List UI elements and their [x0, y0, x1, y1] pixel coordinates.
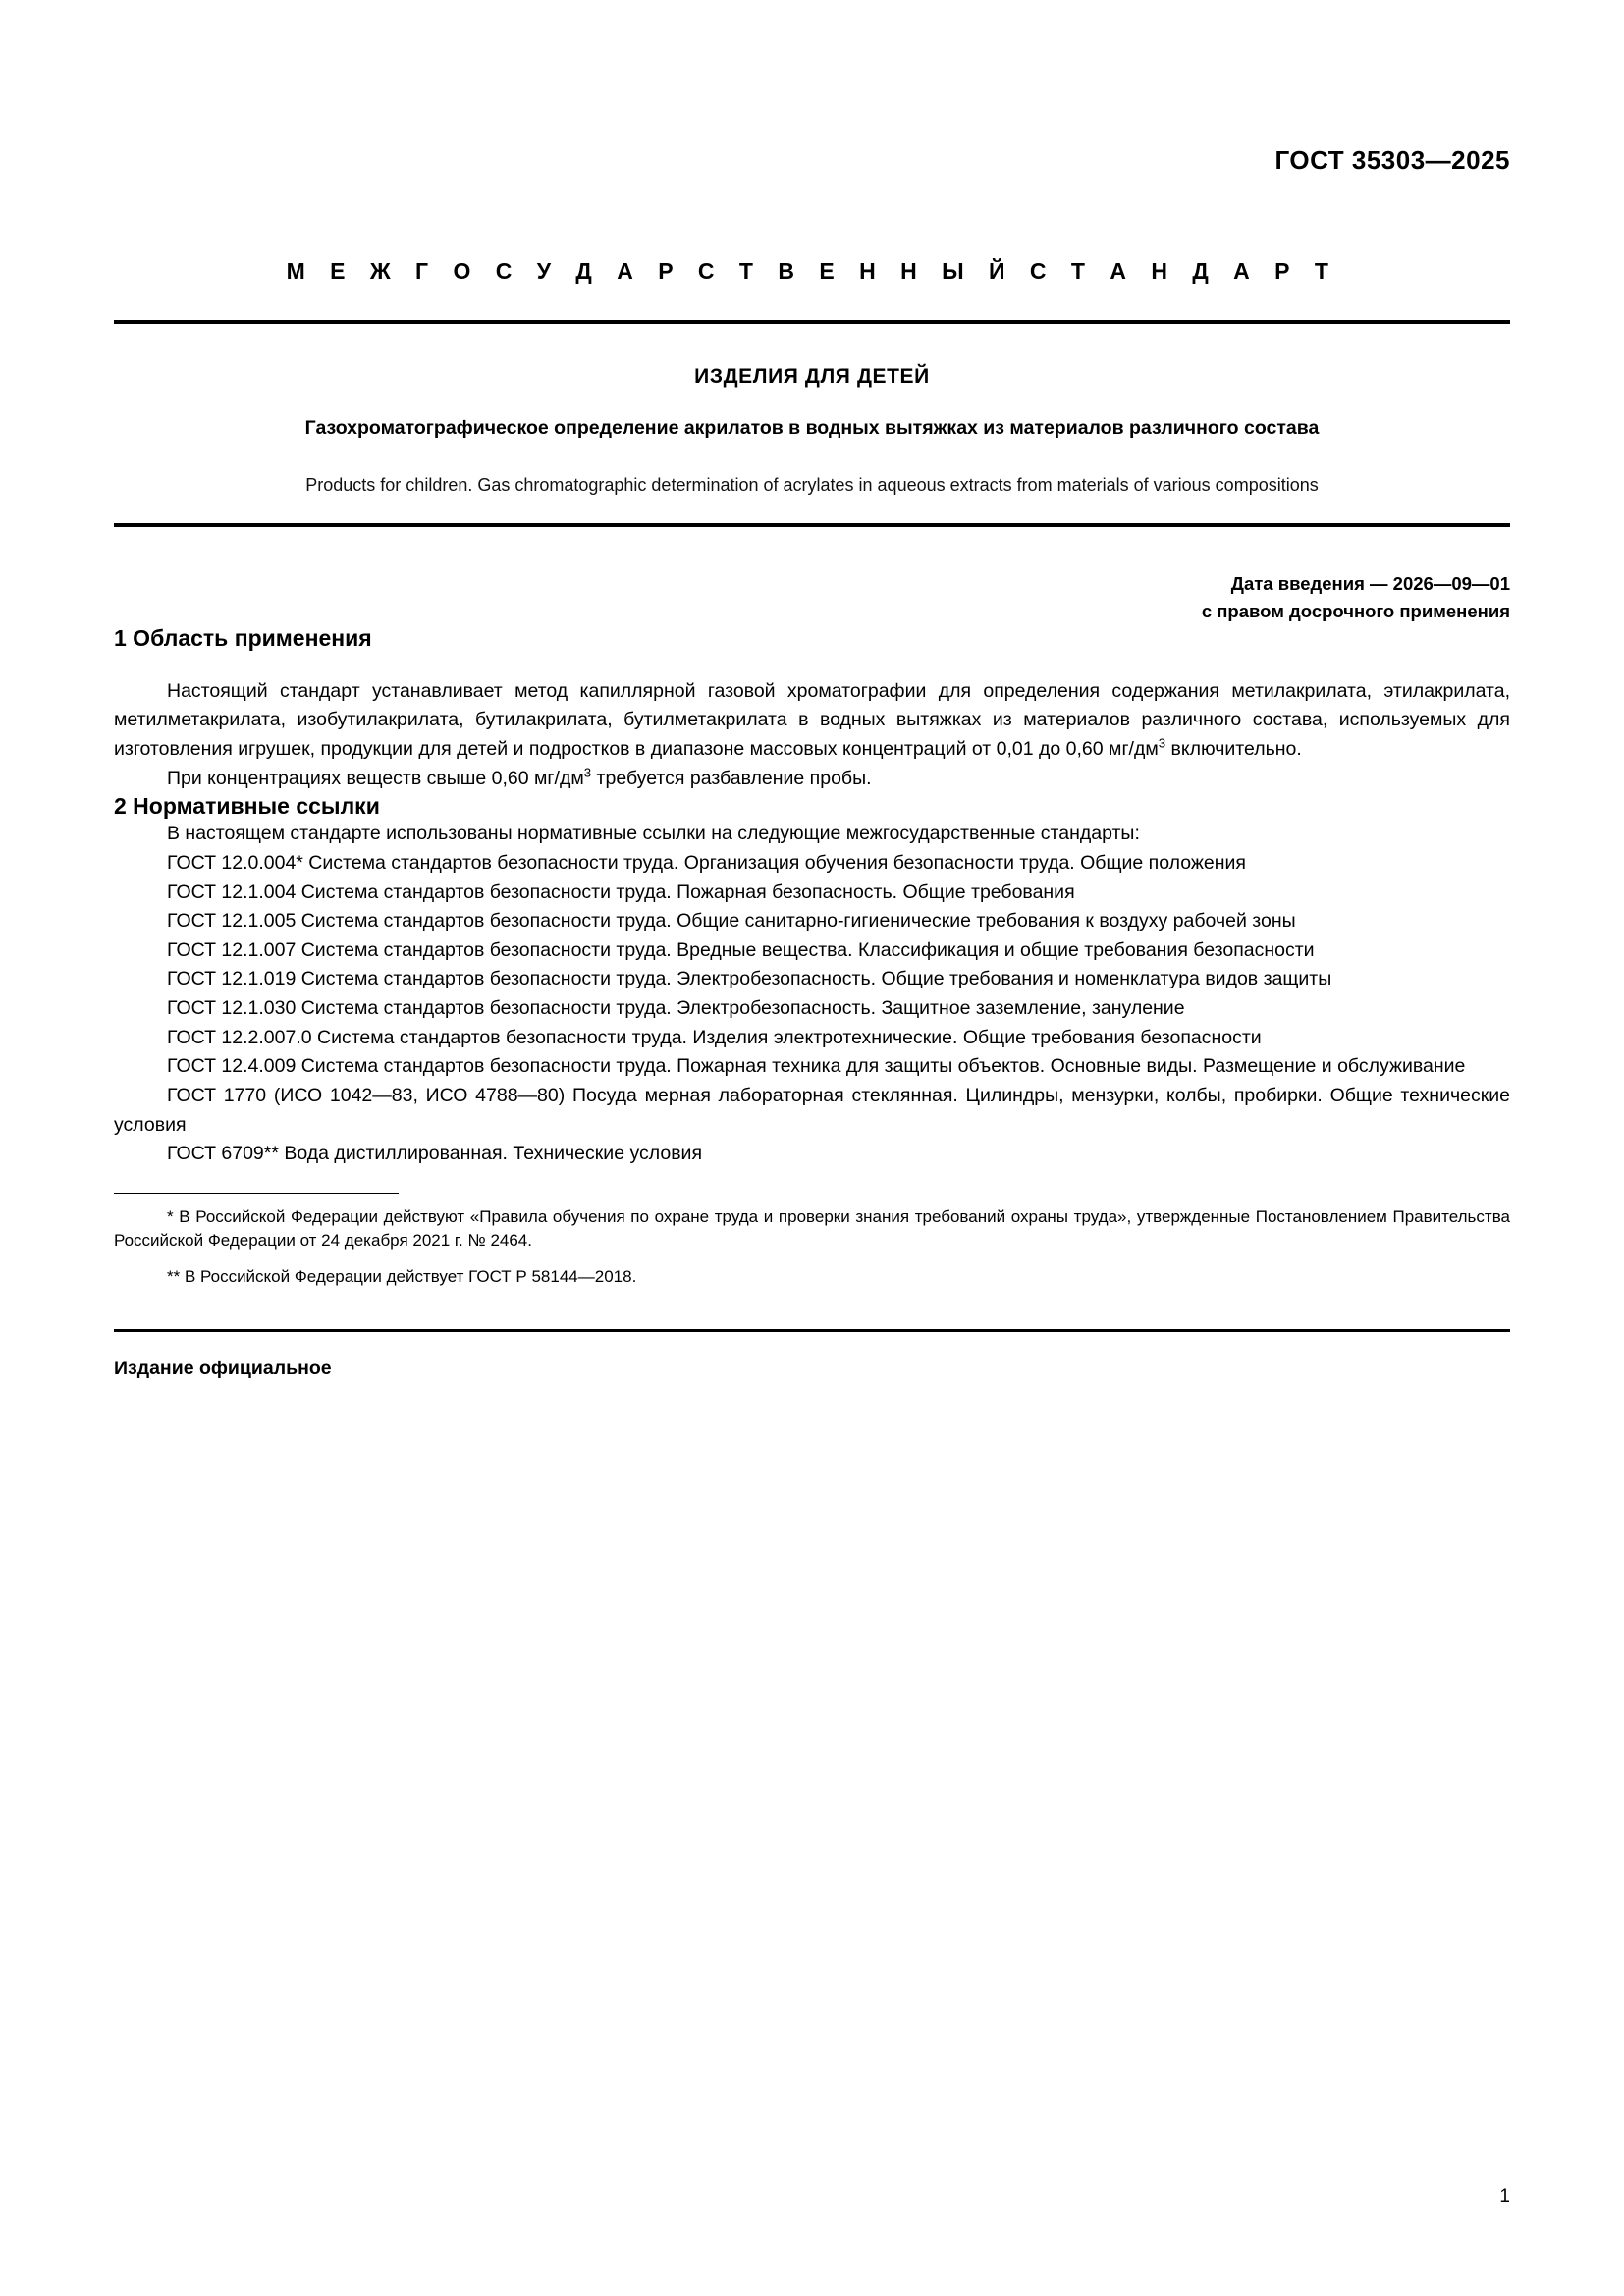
divider-top	[114, 320, 1510, 324]
divider-below-title	[114, 523, 1510, 527]
page-number: 1	[1499, 2186, 1510, 2207]
section-1-paragraph-2-sup: 3	[583, 765, 592, 780]
section-1-paragraph-2	[114, 765, 1510, 794]
section-2-body	[114, 820, 1510, 1169]
standard-type-heading: М Е Ж Г О С У Д А Р С Т В Е Н Н Ы Й С Т А Н Д А Р Т	[286, 258, 1338, 284]
introduction-date	[114, 570, 1510, 625]
reference-item: ГОСТ 12.1.030 Система стандартов безопасности труда. Электробезопасность. Защитное заземление, зануление	[167, 997, 1185, 1020]
introduction-date-line1: Дата введения — 2026—09—01	[1230, 573, 1510, 595]
document-subtitle-ru: Газохроматографическое определение акрилатов в водных вытяжках из материалов различного состава	[304, 417, 1320, 439]
reference-item: ГОСТ 12.1.019 Система стандартов безопасности труда. Электробезопасность. Общие требования и номенклатура видов защиты	[167, 968, 1332, 990]
introduction-date-line2: с правом досрочного применения	[1201, 601, 1510, 622]
section-1-paragraph-2-text: При концентрациях веществ свыше 0,60 мг/дм	[167, 767, 584, 789]
reference-item: ГОСТ 1770 (ИСО 1042—83, ИСО 4788—80) Посуда мерная лабораторная стеклянная. Цилиндры, мензурки, колбы, пробирки. Общие технические условия	[114, 1084, 1510, 1136]
section-1-paragraph-1-sup: 3	[1158, 735, 1166, 751]
reference-item: ГОСТ 12.4.009 Система стандартов безопасности труда. Пожарная техника для защиты объектов. Основные виды. Размещение и обслуживание	[167, 1055, 1466, 1078]
footnote-2: ** В Российской Федерации действует ГОСТ Р 58144—2018.	[167, 1267, 637, 1287]
reference-item: ГОСТ 12.1.005 Система стандартов безопасности труда. Общие санитарно-гигиенические требования к воздуху рабочей зоны	[167, 910, 1296, 933]
reference-item: ГОСТ 12.0.004* Система стандартов безопасности труда. Организация обучения безопасности труда. Общие положения	[167, 851, 1246, 874]
section-1-paragraph-2-tail: требуется разбавление пробы.	[591, 767, 872, 789]
reference-item: ГОСТ 12.1.007 Система стандартов безопасности труда. Вредные вещества. Классификация и общие требования безопасности	[167, 938, 1315, 961]
footnote-divider	[114, 1193, 399, 1194]
official-edition-label: Издание официальное	[114, 1357, 332, 1379]
reference-item: ГОСТ 12.2.007.0 Система стандартов безопасности труда. Изделия электротехнические. Общие требования безопасности	[167, 1026, 1262, 1048]
document-subtitle-en: Products for children. Gas chromatographic determination of acrylates in aqueous extracts from materials of various compositions	[305, 475, 1319, 496]
section-2-heading: 2 Нормативные ссылки	[114, 793, 380, 820]
document-title: ИЗДЕЛИЯ ДЛЯ ДЕТЕЙ	[694, 365, 930, 388]
section-1-paragraph-1-tail: включительно.	[1165, 738, 1302, 761]
section-1-heading: 1 Область применения	[114, 624, 372, 651]
reference-item: ГОСТ 6709** Вода дистиллированная. Технические условия	[167, 1143, 703, 1165]
divider-bottom	[114, 1329, 1510, 1332]
section-1-paragraph-1	[114, 677, 1510, 765]
standard-number: ГОСТ 35303—2025	[1274, 145, 1510, 175]
reference-item: ГОСТ 12.1.004 Система стандартов безопасности труда. Пожарная безопасность. Общие требования	[167, 881, 1075, 903]
section-2-intro: В настоящем стандарте использованы нормативные ссылки на следующие межгосударственные стандарты:	[167, 823, 1140, 845]
section-1-paragraph-1-text: Настоящий стандарт устанавливает метод капиллярной газовой хроматографии для определения содержания метилакрилата, этилакрилата, метилметакрилата, изобутилакрилата, бутилакрилата, бутилметакрилата в водных вытяжках из материалов различного состава, используемых для изготовления игрушек, продукции для детей и подростков в диапазоне массовых концентраций от 0,01 до 0,60 мг/дм	[114, 679, 1510, 761]
footnote-1: * В Российской Федерации действуют «Правила обучения по охране труда и проверки знания требований охраны труда», утвержденные Постановлением Правительства Российской Федерации от 24 декабря 2021 г. № 2464.	[114, 1206, 1510, 1251]
